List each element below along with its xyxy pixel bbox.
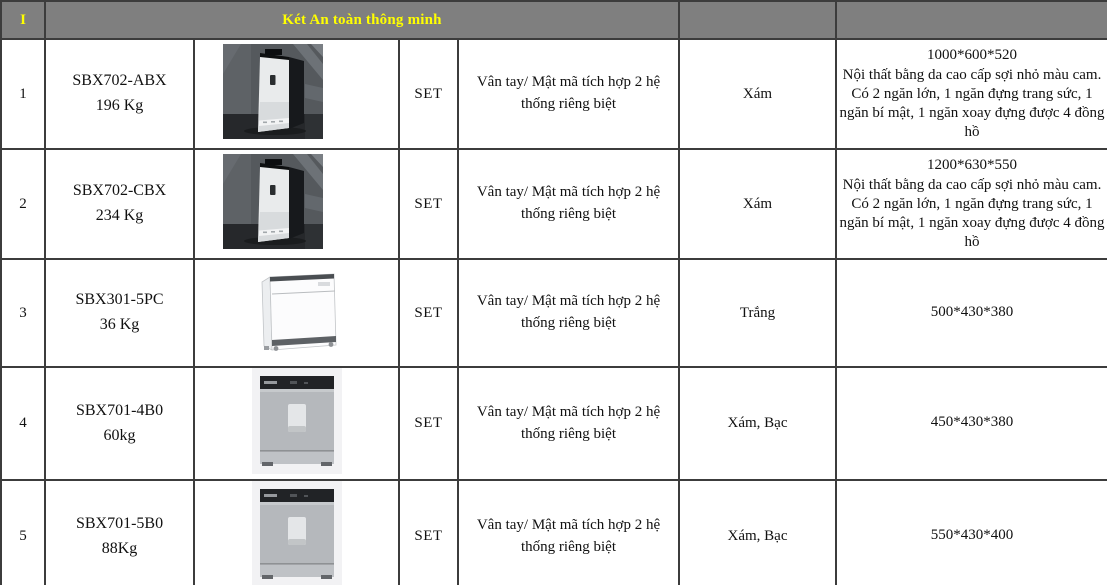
row-number-cell: 2 xyxy=(1,149,45,259)
model-code: SBX702-ABX xyxy=(72,72,167,90)
product-image-cell xyxy=(194,480,399,585)
feature-cell: Vân tay/ Mật mã tích hợp 2 hệ thống riêng biệt xyxy=(458,39,679,149)
feature-cell: Vân tay/ Mật mã tích hợp 2 hệ thống riêng biệt xyxy=(458,259,679,367)
size-cell xyxy=(836,480,1107,585)
product-image-cell xyxy=(194,259,399,367)
model-weight: 196 Kg xyxy=(95,97,144,114)
size-value: 1200*630*550 xyxy=(927,156,1017,173)
section-title-cell: Két An toàn thông minh xyxy=(45,1,679,39)
color-cell: Xám, Bạc xyxy=(679,480,836,585)
interior-note: Nội thất bằng da cao cấp sợi nhỏ màu cam. Có 2 ngăn lớn, 1 ngăn đựng trang sức, 1 ngăn bí mật, 1 ngăn xoay đựng được 4 đồng hồ xyxy=(839,176,1105,251)
model-cell xyxy=(45,39,194,149)
color-cell: Xám, Bạc xyxy=(679,367,836,480)
white-safe-photo xyxy=(246,269,348,355)
unit-cell: SET xyxy=(399,149,458,259)
size-value: 550*430*400 xyxy=(930,527,1014,544)
size-cell xyxy=(836,149,1107,259)
color-cell: Xám xyxy=(679,39,836,149)
row-number-cell: 1 xyxy=(1,39,45,149)
row-number-cell: 5 xyxy=(1,480,45,585)
unit-cell: SET xyxy=(399,480,458,585)
dark-safe-photo xyxy=(223,154,323,249)
section-empty-cell xyxy=(836,1,1107,39)
unit-cell: SET xyxy=(399,39,458,149)
model-weight: 88Kg xyxy=(101,539,138,557)
product-image-cell xyxy=(194,39,399,149)
feature-cell: Vân tay/ Mật mã tích hợp 2 hệ thống riêng biệt xyxy=(458,149,679,259)
table-row xyxy=(1,39,1107,149)
table-row xyxy=(1,367,1107,480)
gray-safe-photo xyxy=(252,368,342,474)
size-value: 1000*600*520 xyxy=(927,46,1017,63)
interior-note: Nội thất bằng da cao cấp sợi nhỏ màu cam. Có 2 ngăn lớn, 1 ngăn đựng trang sức, 1 ngăn bí mật, 1 ngăn xoay đựng được 4 đồng hồ xyxy=(839,66,1105,141)
model-cell xyxy=(45,259,194,367)
size-value: 500*430*380 xyxy=(930,303,1014,320)
gray-safe-photo xyxy=(252,481,342,585)
model-code: SBX701-5B0 xyxy=(75,514,164,532)
feature-cell: Vân tay/ Mật mã tích hợp 2 hệ thống riêng biệt xyxy=(458,367,679,480)
size-cell xyxy=(836,39,1107,149)
model-code: SBX301-5PC xyxy=(75,291,164,309)
model-weight: 36 Kg xyxy=(99,316,140,333)
row-number-cell: 4 xyxy=(1,367,45,480)
unit-cell: SET xyxy=(399,259,458,367)
model-weight: 234 Kg xyxy=(95,207,144,224)
section-index-cell: I xyxy=(1,1,45,39)
table-row xyxy=(1,149,1107,259)
model-cell xyxy=(45,480,194,585)
table-row xyxy=(1,480,1107,585)
table-row xyxy=(1,259,1107,367)
size-cell xyxy=(836,259,1107,367)
model-cell xyxy=(45,367,194,480)
model-cell xyxy=(45,149,194,259)
model-code: SBX702-CBX xyxy=(72,182,167,200)
product-image-cell xyxy=(194,367,399,480)
dark-safe-photo xyxy=(223,44,323,139)
color-cell: Xám xyxy=(679,149,836,259)
size-cell xyxy=(836,367,1107,480)
unit-cell: SET xyxy=(399,367,458,480)
model-code: SBX701-4B0 xyxy=(75,401,164,419)
product-image-cell xyxy=(194,149,399,259)
section-empty-cell xyxy=(679,1,836,39)
color-cell: Trắng xyxy=(679,259,836,367)
row-number-cell: 3 xyxy=(1,259,45,367)
size-value: 450*430*380 xyxy=(930,414,1014,431)
feature-cell: Vân tay/ Mật mã tích hợp 2 hệ thống riêng biệt xyxy=(458,480,679,585)
model-weight: 60kg xyxy=(103,426,136,444)
section-header-row xyxy=(1,1,1107,39)
